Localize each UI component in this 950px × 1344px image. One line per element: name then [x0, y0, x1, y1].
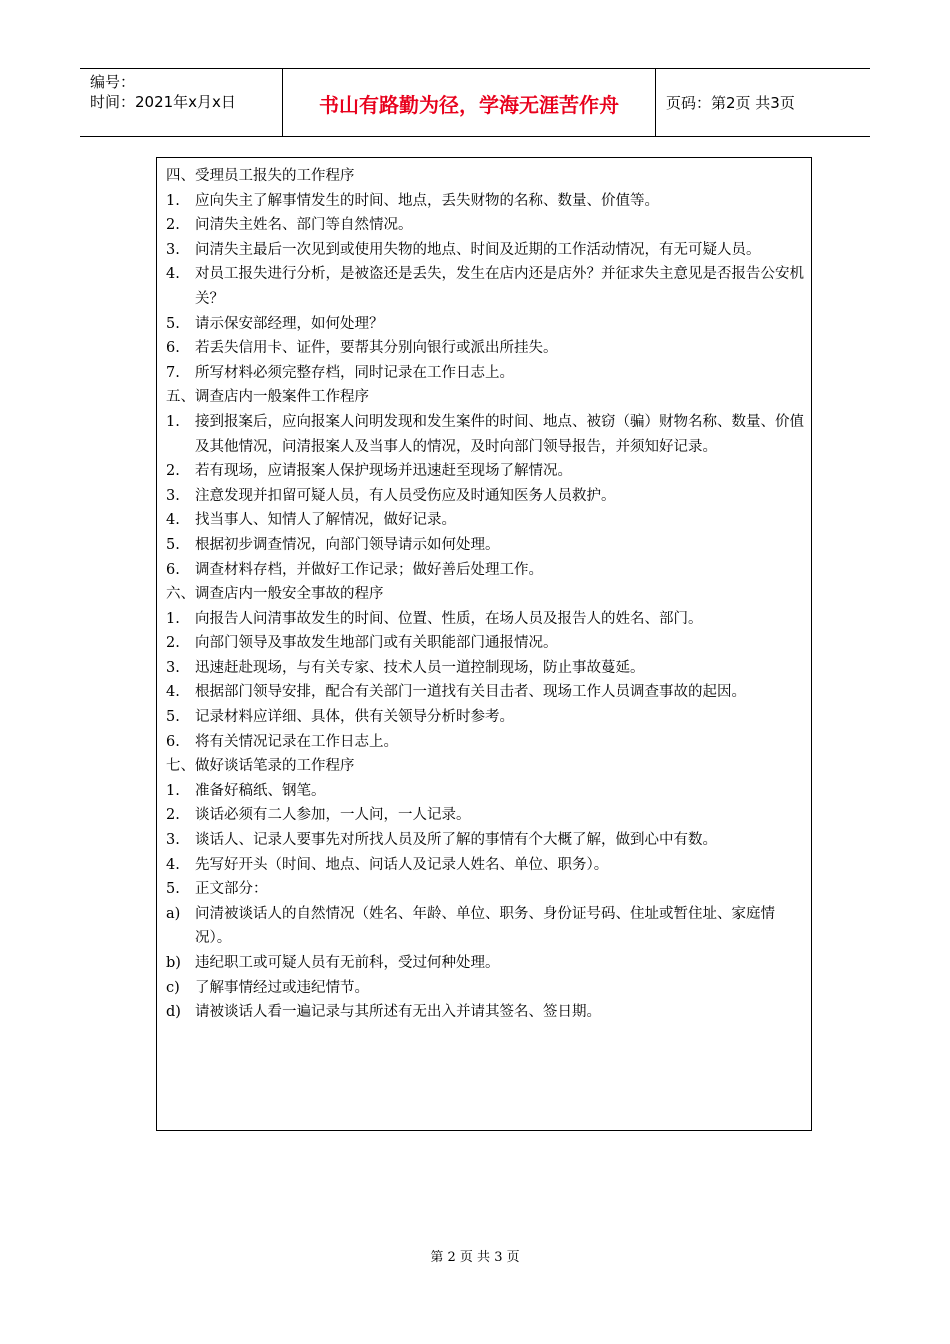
- item-number: c): [166, 979, 180, 996]
- item-text: 请被谈话人看一遍记录与其所述有无出入并请其签名、签日期。: [195, 1004, 601, 1021]
- item-text: 应向失主了解事情发生的时间、地点，丢失财物的名称、数量、价值等。: [195, 192, 659, 209]
- document-number-label: 编号：: [90, 73, 136, 91]
- item-number: b): [166, 955, 181, 971]
- item-text: 问清被谈话人的自然情况（姓名、年龄、单位、职务、身份证号码、住址或暂住址、家庭情况）。: [195, 905, 775, 947]
- list-item: [166, 779, 806, 804]
- list-item: [166, 213, 806, 238]
- item-number: 2.: [166, 463, 180, 480]
- list-item: [166, 877, 806, 902]
- item-number: 4.: [166, 856, 180, 873]
- item-text: 根据部门领导安排，配合有关部门一道找有关目击者、现场工作人员调查事故的起因。: [195, 684, 746, 701]
- item-text: 向报告人问清事故发生的时间、位置、性质，在场人员及报告人的姓名、部门。: [195, 610, 703, 627]
- item-text: 若丢失信用卡、证件，要帮其分别向银行或派出所挂失。: [195, 340, 558, 357]
- item-number: 1.: [166, 413, 180, 430]
- item-number: d): [166, 1004, 181, 1021]
- item-text: 所写材料必须完整存档，同时记录在工作日志上。: [195, 364, 514, 381]
- list-item: [166, 238, 806, 263]
- section-title: 四、受理员工报失的工作程序: [166, 168, 355, 184]
- list-item: [166, 533, 806, 558]
- item-number: 3.: [166, 487, 180, 504]
- list-item: [166, 607, 806, 632]
- list-item: [166, 336, 806, 361]
- header-page-cell: [655, 69, 870, 136]
- section-title: 六、调查店内一般安全事故的程序: [166, 586, 384, 603]
- item-number: 1.: [166, 782, 180, 799]
- motto: 书山有路勤为径，学海无涯苦作舟: [319, 93, 619, 117]
- item-number: 6.: [166, 733, 180, 750]
- item-text: 先写好开头（时间、地点、问话人及记录人姓名、单位、职务）。: [195, 856, 609, 873]
- item-text: 准备好稿纸、钢笔。: [195, 782, 326, 799]
- item-number: 2.: [166, 217, 180, 234]
- item-number: 4.: [166, 684, 180, 701]
- item-text: 若有现场，应请报案人保护现场并迅速赶至现场了解情况。: [195, 463, 572, 480]
- item-number: 3.: [166, 659, 180, 676]
- item-number: 5.: [166, 709, 180, 726]
- list-item: [166, 730, 806, 755]
- page-footer: 第 2 页 共 3 页: [430, 1250, 520, 1265]
- item-number: 4.: [166, 266, 180, 283]
- item-text: 谈话必须有二人参加，一人问，一人记录。: [195, 807, 471, 824]
- list-item: [166, 189, 806, 214]
- item-number: 1.: [166, 610, 180, 627]
- item-text: 正文部分：: [195, 881, 268, 898]
- list-item: [166, 484, 806, 509]
- list-item: [166, 853, 806, 878]
- item-number: 7.: [166, 364, 180, 381]
- page-info: 页码：第2页 共3页: [666, 94, 795, 112]
- item-text: 调查材料存档，并做好工作记录；做好善后处理工作。: [195, 561, 543, 578]
- list-item: [166, 803, 806, 828]
- item-number: 4.: [166, 512, 180, 529]
- item-text: 注意发现并扣留可疑人员，有人员受伤应及时通知医务人员救护。: [195, 487, 616, 504]
- list-item: [166, 828, 806, 853]
- item-number: 2.: [166, 635, 180, 652]
- list-item: [166, 508, 806, 533]
- list-item: [166, 558, 806, 583]
- content-box: [156, 157, 812, 1131]
- item-number: 2.: [166, 807, 180, 824]
- header-motto-cell: [282, 69, 656, 136]
- item-number: a): [166, 905, 181, 922]
- item-text: 找当事人、知情人了解情况，做好记录。: [195, 512, 456, 529]
- list-item: [166, 361, 806, 386]
- list-item: [166, 262, 806, 311]
- item-text: 根据初步调查情况，向部门领导请示如何处理。: [195, 536, 500, 553]
- item-text: 对员工报失进行分析，是被盗还是丢失，发生在店内还是店外？并征求失主意见是否报告公安机关？: [195, 266, 804, 307]
- list-item: [166, 631, 806, 656]
- header-meta-cell: [80, 69, 282, 136]
- item-text: 记录材料应详细、具体，供有关领导分析时参考。: [195, 709, 514, 726]
- list-item: [166, 902, 806, 951]
- list-item: [166, 410, 806, 459]
- item-text: 请示保安部经理，如何处理？: [195, 315, 384, 332]
- list-item: [166, 1000, 806, 1025]
- item-text: 问清失主姓名、部门等自然情况。: [195, 217, 413, 234]
- list-item: [166, 976, 806, 1001]
- section-title: 五、调查店内一般案件工作程序: [166, 389, 369, 406]
- list-item: [166, 951, 806, 976]
- item-number: 5.: [166, 536, 180, 553]
- item-number: 6.: [166, 340, 180, 357]
- item-number: 5.: [166, 315, 180, 332]
- list-item: [166, 680, 806, 705]
- item-text: 谈话人、记录人要事先对所找人员及所了解的事情有个大概了解，做到心中有数。: [195, 832, 717, 849]
- item-text: 向部门领导及事故发生地部门或有关职能部门通报情况。: [195, 635, 558, 652]
- list-item: [166, 656, 806, 681]
- item-number: 6.: [166, 561, 180, 578]
- item-text: 将有关情况记录在工作日志上。: [195, 733, 398, 750]
- item-text: 迅速赶赴现场，与有关专家、技术人员一道控制现场，防止事故蔓延。: [195, 659, 645, 676]
- item-number: 1.: [166, 192, 180, 209]
- list-item: [166, 312, 806, 337]
- item-number: 3.: [166, 241, 180, 258]
- section-title: 七、做好谈话笔录的工作程序: [166, 758, 355, 775]
- item-number: 5.: [166, 881, 180, 898]
- document-date: 时间：2021年x月x日: [90, 93, 236, 111]
- item-text: 了解事情经过或违纪情节。: [195, 979, 369, 996]
- list-item: [166, 705, 806, 730]
- item-number: 3.: [166, 832, 180, 849]
- page-header: [80, 68, 870, 137]
- item-text: 问清失主最后一次见到或使用失物的地点、时间及近期的工作活动情况，有无可疑人员。: [195, 241, 761, 258]
- item-text: 接到报案后，应向报案人问明发现和发生案件的时间、地点、被窃（骗）财物名称、数量、价值及其他情况，问清报案人及当事人的情况，及时向部门领导报告，并须知好记录。: [195, 413, 804, 455]
- list-item: [166, 459, 806, 484]
- item-text: 违纪职工或可疑人员有无前科，受过何种处理。: [195, 955, 500, 971]
- procedure-list: [166, 164, 806, 1025]
